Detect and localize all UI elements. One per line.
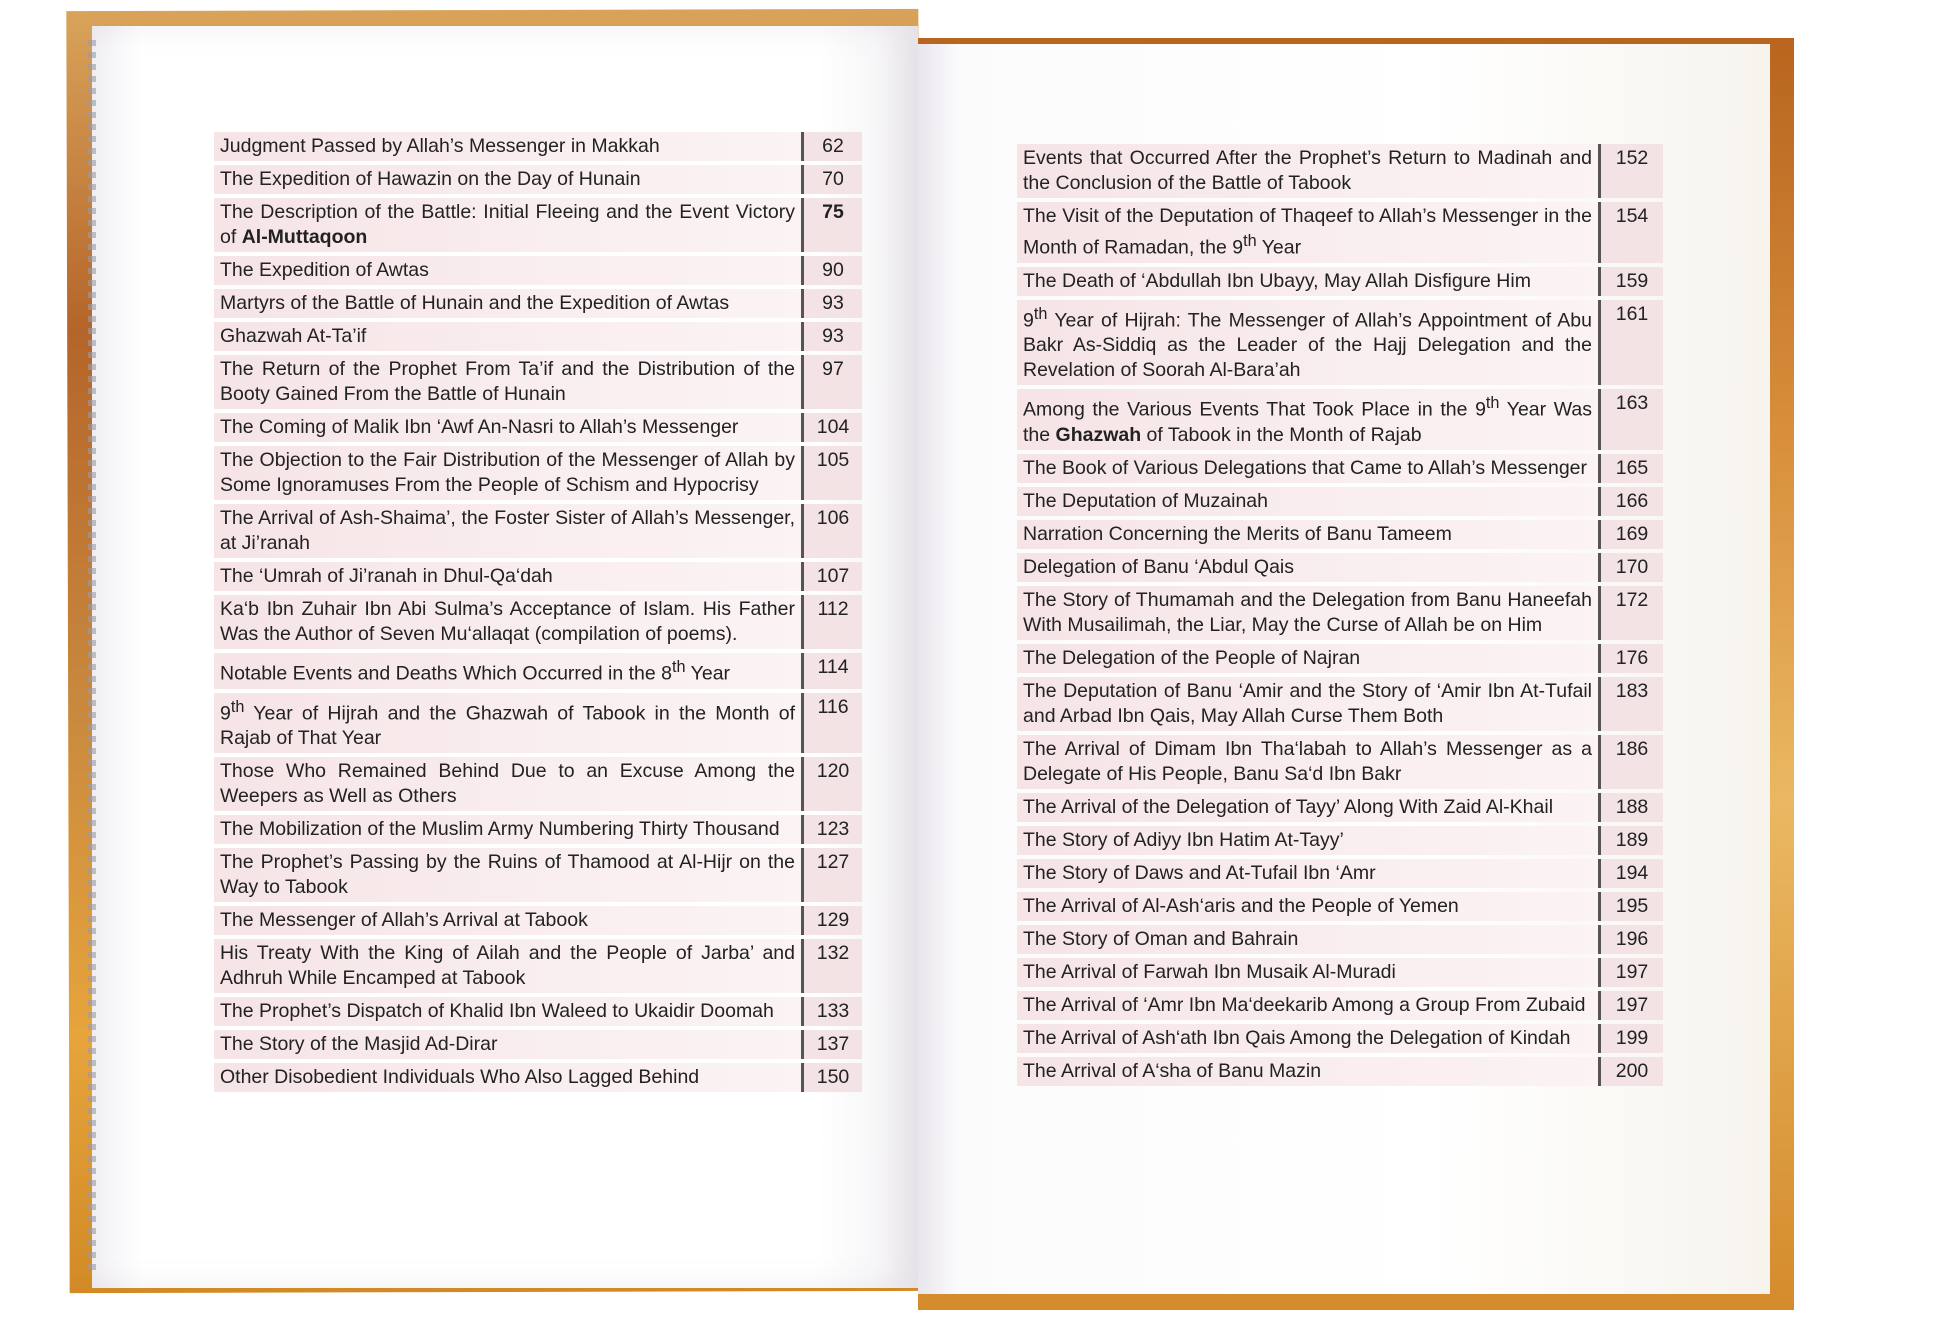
- toc-row: [214, 198, 862, 252]
- toc-page-number: 152: [1598, 144, 1663, 198]
- toc-row: [1017, 958, 1663, 987]
- toc-page-number: 106: [801, 504, 862, 558]
- toc-row: [1017, 267, 1663, 296]
- toc-row: [214, 413, 862, 442]
- toc-row: [1017, 520, 1663, 549]
- toc-title: Other Disobedient Individuals Who Also Lagged Behind: [214, 1063, 801, 1092]
- toc-page-number: 150: [801, 1063, 862, 1092]
- toc-row: [214, 446, 862, 500]
- toc-page-number: 172: [1598, 586, 1663, 640]
- toc-row: [1017, 644, 1663, 673]
- toc-row: [214, 165, 862, 194]
- toc-title: The Arrival of Al-Ash‘aris and the People of Yemen: [1017, 892, 1598, 921]
- toc-title: The Arrival of Ash‘ath Ibn Qais Among the Delegation of Kindah: [1017, 1024, 1598, 1053]
- toc-title: The Expedition of Hawazin on the Day of Hunain: [214, 165, 801, 194]
- toc-row: [1017, 1057, 1663, 1086]
- toc-title: The Delegation of the People of Najran: [1017, 644, 1598, 673]
- toc-title: The Arrival of Dimam Ibn Tha‘labah to Allah’s Messenger as a Delegate of His People, Banu Sa‘d Ibn Bakr: [1017, 735, 1598, 789]
- toc-title: The Story of Thumamah and the Delegation from Banu Haneefah With Musailimah, the Liar, May the Curse of Allah be on Him: [1017, 586, 1598, 640]
- toc-page-number: 137: [801, 1030, 862, 1059]
- toc-title: The Messenger of Allah’s Arrival at Tabook: [214, 906, 801, 935]
- toc-page-number: 93: [801, 289, 862, 318]
- toc-title: Ghazwah At-Ta’if: [214, 322, 801, 351]
- toc-page-number: 112: [801, 595, 862, 649]
- toc-title: Notable Events and Deaths Which Occurred in the 8th Year: [214, 653, 801, 689]
- toc-row: [214, 815, 862, 844]
- toc-page-number: 127: [801, 848, 862, 902]
- toc-row: [214, 132, 862, 161]
- toc-title: The Story of Adiyy Ibn Hatim At-Tayy’: [1017, 826, 1598, 855]
- toc-title: The Death of ‘Abdullah Ibn Ubayy, May Allah Disfigure Him: [1017, 267, 1598, 296]
- toc-row: [1017, 389, 1663, 450]
- toc-row: [214, 289, 862, 318]
- toc-title: The Story of Oman and Bahrain: [1017, 925, 1598, 954]
- toc-title: The Prophet’s Passing by the Ruins of Thamood at Al-Hijr on the Way to Tabook: [214, 848, 801, 902]
- toc-page-number: 97: [801, 355, 862, 409]
- toc-row: [1017, 925, 1663, 954]
- toc-page-number: 104: [801, 413, 862, 442]
- toc-page-number: 196: [1598, 925, 1663, 954]
- toc-page-number: 199: [1598, 1024, 1663, 1053]
- toc-title: The Deputation of Muzainah: [1017, 487, 1598, 516]
- toc-page-number: 116: [801, 693, 862, 754]
- toc-page-number: 120: [801, 757, 862, 811]
- toc-page-number: 186: [1598, 735, 1663, 789]
- bold-term: Ghazwah: [1055, 423, 1142, 446]
- toc-row: [1017, 300, 1663, 386]
- toc-page-number: 90: [801, 256, 862, 285]
- toc-title: Among the Various Events That Took Place in the 9th Year Was the Ghazwah of Tabook in the Month of Rajab: [1017, 389, 1598, 450]
- toc-title: The ‘Umrah of Ji’ranah in Dhul-Qa‘dah: [214, 562, 801, 591]
- toc-title: The Expedition of Awtas: [214, 256, 801, 285]
- toc-row: [214, 256, 862, 285]
- toc-page-number: 70: [801, 165, 862, 194]
- toc-row: [214, 1063, 862, 1092]
- toc-title: Events that Occurred After the Prophet’s Return to Madinah and the Conclusion of the Battle of Tabook: [1017, 144, 1598, 198]
- toc-right-table: [1017, 140, 1663, 1090]
- toc-row: [214, 504, 862, 558]
- toc-title: The Arrival of Farwah Ibn Musaik Al-Muradi: [1017, 958, 1598, 987]
- toc-row: [1017, 991, 1663, 1020]
- toc-page-number: 105: [801, 446, 862, 500]
- toc-title: The Book of Various Delegations that Came to Allah’s Messenger: [1017, 454, 1598, 483]
- toc-title: The Visit of the Deputation of Thaqeef to Allah’s Messenger in the Month of Ramadan, the 9th Year: [1017, 202, 1598, 263]
- toc-title: The Arrival of Ash-Shaima’, the Foster Sister of Allah’s Messenger, at Ji’ranah: [214, 504, 801, 558]
- toc-page-number: 133: [801, 997, 862, 1026]
- toc-title: Martyrs of the Battle of Hunain and the Expedition of Awtas: [214, 289, 801, 318]
- bold-term: Al-Muttaqoon: [241, 226, 368, 248]
- toc-row: [214, 562, 862, 591]
- toc-row: [1017, 859, 1663, 888]
- toc-page-number: 93: [801, 322, 862, 351]
- toc-title: The Mobilization of the Muslim Army Numbering Thirty Thousand: [214, 815, 801, 844]
- toc-row: [214, 322, 862, 351]
- toc-page-number: 169: [1598, 520, 1663, 549]
- toc-title: His Treaty With the King of Ailah and the People of Jarba’ and Adhruh While Encamped at Tabook: [214, 939, 801, 993]
- toc-title: The Arrival of ‘Amr Ibn Ma‘deekarib Among a Group From Zubaid: [1017, 991, 1598, 1020]
- toc-title: The Coming of Malik Ibn ‘Awf An-Nasri to Allah’s Messenger: [214, 413, 801, 442]
- toc-page-number: 123: [801, 815, 862, 844]
- toc-page-number: 114: [801, 653, 862, 689]
- toc-page-number: 154: [1598, 202, 1663, 263]
- toc-title: The Arrival of A‘sha of Banu Mazin: [1017, 1057, 1598, 1086]
- toc-row: [1017, 586, 1663, 640]
- toc-left-table: [214, 128, 862, 1096]
- toc-row: [1017, 793, 1663, 822]
- toc-title: 9th Year of Hijrah: The Messenger of Allah’s Appointment of Abu Bakr As-Siddiq as the Leader of the Hajj Delegation and the Revelation of Soorah Al-Bara’ah: [1017, 300, 1598, 386]
- toc-title: The Description of the Battle: Initial Fleeing and the Event Victory of Al-Muttaqoon: [214, 198, 801, 252]
- toc-row: [1017, 454, 1663, 483]
- toc-row: [214, 848, 862, 902]
- toc-title: The Prophet’s Dispatch of Khalid Ibn Waleed to Ukaidir Doomah: [214, 997, 801, 1026]
- toc-page-number: 62: [801, 132, 862, 161]
- toc-row: [1017, 487, 1663, 516]
- toc-title: Ka‘b Ibn Zuhair Ibn Abi Sulma’s Acceptance of Islam. His Father Was the Author of Seven Mu‘allaqat (compilation of poems).: [214, 595, 801, 649]
- toc-page-number: 166: [1598, 487, 1663, 516]
- toc-row: [1017, 1024, 1663, 1053]
- toc-page-number: 188: [1598, 793, 1663, 822]
- toc-title: Judgment Passed by Allah’s Messenger in Makkah: [214, 132, 801, 161]
- toc-row: [1017, 553, 1663, 582]
- toc-title: The Story of the Masjid Ad-Dirar: [214, 1030, 801, 1059]
- toc-row: [214, 1030, 862, 1059]
- toc-row: [214, 653, 862, 689]
- toc-title: Delegation of Banu ‘Abdul Qais: [1017, 553, 1598, 582]
- toc-page-number: 132: [801, 939, 862, 993]
- toc-title: 9th Year of Hijrah and the Ghazwah of Tabook in the Month of Rajab of That Year: [214, 693, 801, 754]
- toc-title: The Objection to the Fair Distribution of the Messenger of Allah by Some Ignoramuses From the People of Schism and Hypocrisy: [214, 446, 801, 500]
- toc-row: [1017, 144, 1663, 198]
- toc-page-number: 159: [1598, 267, 1663, 296]
- toc-row: [1017, 202, 1663, 263]
- toc-page-number: 107: [801, 562, 862, 591]
- toc-row: [214, 595, 862, 649]
- toc-row: [1017, 677, 1663, 731]
- toc-row: [1017, 892, 1663, 921]
- toc-title: The Return of the Prophet From Ta’if and the Distribution of the Booty Gained From the Battle of Hunain: [214, 355, 801, 409]
- binding-stitch: [88, 40, 96, 1272]
- toc-page-number: 200: [1598, 1057, 1663, 1086]
- toc-title: The Story of Daws and At-Tufail Ibn ‘Amr: [1017, 859, 1598, 888]
- toc-page-number: 197: [1598, 991, 1663, 1020]
- toc-title: Those Who Remained Behind Due to an Excuse Among the Weepers as Well as Others: [214, 757, 801, 811]
- toc-page-number: 161: [1598, 300, 1663, 386]
- toc-row: [214, 939, 862, 993]
- toc-page-number: 183: [1598, 677, 1663, 731]
- toc-page-number: 176: [1598, 644, 1663, 673]
- toc-page-number: 194: [1598, 859, 1663, 888]
- toc-title: The Deputation of Banu ‘Amir and the Story of ‘Amir Ibn At-Tufail and Arbad Ibn Qais, May Allah Curse Them Both: [1017, 677, 1598, 731]
- toc-page-number: 165: [1598, 454, 1663, 483]
- toc-row: [214, 355, 862, 409]
- toc-page-number: 195: [1598, 892, 1663, 921]
- toc-page-number: 197: [1598, 958, 1663, 987]
- toc-page-number: 75: [801, 198, 862, 252]
- toc-title: Narration Concerning the Merits of Banu Tameem: [1017, 520, 1598, 549]
- toc-page-number: 163: [1598, 389, 1663, 450]
- toc-row: [1017, 735, 1663, 789]
- toc-title: The Arrival of the Delegation of Tayy’ Along With Zaid Al-Khail: [1017, 793, 1598, 822]
- toc-page-number: 170: [1598, 553, 1663, 582]
- toc-page-number: 129: [801, 906, 862, 935]
- toc-row: [214, 997, 862, 1026]
- toc-row: [214, 906, 862, 935]
- toc-row: [1017, 826, 1663, 855]
- toc-row: [214, 693, 862, 754]
- toc-page-number: 189: [1598, 826, 1663, 855]
- toc-row: [214, 757, 862, 811]
